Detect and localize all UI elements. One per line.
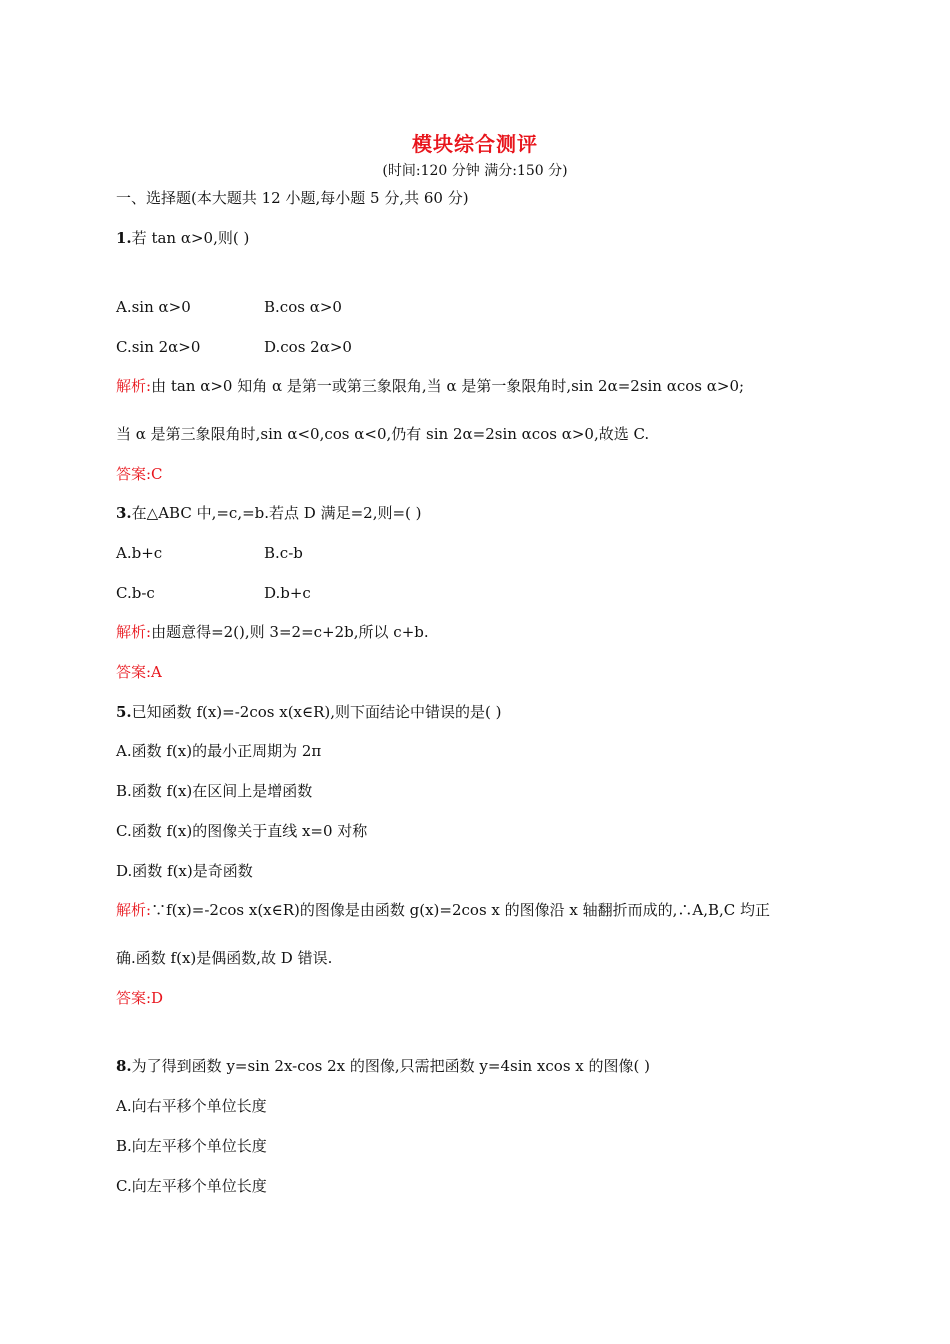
question-8 xyxy=(116,1056,650,1076)
question-stem: 为了得到函数 y=sin 2x-cos 2x 的图像,只需把函数 y=4sin xcos x 的图像( ) xyxy=(131,1057,650,1075)
options-row xyxy=(116,543,516,563)
question-stem: 已知函数 f(x)=-2cos x(x∈R),则下面结论中错误的是( ) xyxy=(131,703,502,721)
option-d: D.函数 f(x)是奇函数 xyxy=(116,862,253,880)
option-a: A.向右平移个单位长度 xyxy=(116,1097,267,1115)
option-b: B.向左平移个单位长度 xyxy=(116,1137,267,1155)
question-number: 8. xyxy=(116,1057,132,1075)
option-c: C.b-c xyxy=(116,584,155,602)
analysis xyxy=(116,900,770,920)
question-number: 1. xyxy=(116,229,132,247)
option-b: B.cos α>0 xyxy=(264,298,342,316)
answer: 答案:A xyxy=(116,663,162,681)
options-row xyxy=(116,337,516,357)
analysis-label: 解析: xyxy=(116,901,152,919)
analysis-label: 解析: xyxy=(116,377,152,395)
option-d: D.b+c xyxy=(264,584,311,602)
answer: 答案:C xyxy=(116,465,163,483)
option-b: B.函数 f(x)在区间上是增函数 xyxy=(116,782,313,800)
analysis-continued: 当 α 是第三象限角时,sin α<0,cos α<0,仍有 sin 2α=2sin αcos α>0,故选 C. xyxy=(116,425,650,443)
option-c: C.向左平移个单位长度 xyxy=(116,1177,267,1195)
question-stem: 若 tan α>0,则( ) xyxy=(131,229,250,247)
option-c: C.sin 2α>0 xyxy=(116,338,201,356)
option-a: A.sin α>0 xyxy=(116,298,191,316)
analysis xyxy=(116,622,429,642)
options-row xyxy=(116,583,516,603)
analysis-text: 由 tan α>0 知角 α 是第一或第三象限角,当 α 是第一象限角时,sin 2α=2sin αcos α>0; xyxy=(151,377,745,395)
option-a: A.函数 f(x)的最小正周期为 2π xyxy=(116,742,322,760)
option-c: C.函数 f(x)的图像关于直线 x=0 对称 xyxy=(116,822,368,840)
analysis-text: 由题意得=2(),则 3=2=c+2b,所以 c+b. xyxy=(151,623,429,641)
option-d: D.cos 2α>0 xyxy=(264,338,352,356)
question-stem: 在△ABC 中,=c,=b.若点 D 满足=2,则=( ) xyxy=(131,504,422,522)
option-a: A.b+c xyxy=(116,544,163,562)
question-number: 5. xyxy=(116,703,132,721)
exam-info: (时间:120 分钟 满分:150 分) xyxy=(382,163,568,179)
section-heading: 一、选择题(本大题共 12 小题,每小题 5 分,共 60 分) xyxy=(116,189,469,207)
answer: 答案:D xyxy=(116,989,164,1007)
analysis xyxy=(116,376,744,396)
analysis-label: 解析: xyxy=(116,623,152,641)
question-3 xyxy=(116,503,422,523)
question-1 xyxy=(116,228,249,248)
analysis-continued: 确.函数 f(x)是偶函数,故 D 错误. xyxy=(116,949,333,967)
options-row xyxy=(116,297,516,317)
question-number: 3. xyxy=(116,504,132,522)
page-title: 模块综合测评 xyxy=(412,132,538,156)
option-b: B.c-b xyxy=(264,544,303,562)
question-5 xyxy=(116,702,502,722)
analysis-text: ∵f(x)=-2cos x(x∈R)的图像是由函数 g(x)=2cos x 的图像沿 x 轴翻折而成的,∴A,B,C 均正 xyxy=(151,901,771,919)
